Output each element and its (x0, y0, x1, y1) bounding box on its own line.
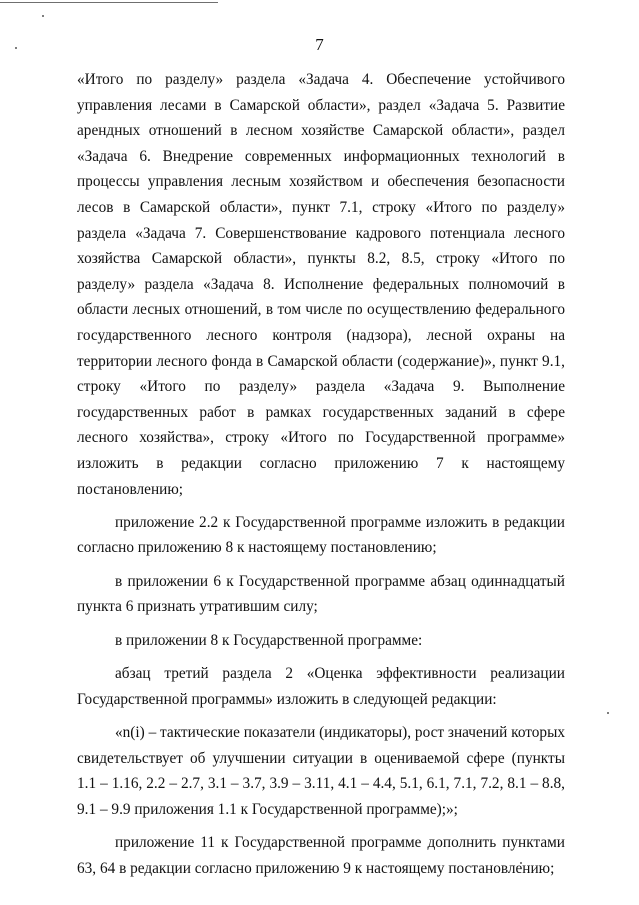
top-rule (0, 2, 218, 3)
paragraph-section-2: абзац третий раздела 2 «Оценка эффективности реализации Государственной программы» изложить в следующей редакции: (77, 665, 565, 708)
scan-speck (42, 15, 44, 17)
document-body (77, 67, 565, 889)
scan-speck (607, 712, 609, 714)
paragraph-appendix-2-2: приложение 2.2 к Государственной программе изложить в редакции согласно приложению 8 к настоящему постановлению; (77, 513, 565, 557)
paragraph-indicators-quote: «n(i) – тактические показатели (индикаторы), рост значений которых свидетельствует об улучшении ситуации в оцениваемой сфере (пункты 1.1 – 1.16, 2.2 – 2.7, 3.1 – 3.7, 3.9 – 3.11, 4.1 – 4.4, 5.1, 6.1, 7.1, 7.2, 8.1 – 8.8, 9.1 – 9.9 приложения 1.1 к Государственной программе);»; (77, 724, 565, 819)
paragraph-appendix-8-intro: в приложении 8 к Государственной программе: (115, 631, 423, 649)
paragraph-appendix-6: в приложении 6 к Государственной программе абзац одиннадцатый пункта 6 признать утратившим силу; (77, 572, 565, 616)
paragraph-continuation: «Итого по разделу» раздела «Задача 4. Обеспечение устойчивого управления лесами в Самарской области», раздел «Задача 5. Развитие арендных отношений в лесном хозяйстве Самарской области», раздел «Задача 6. Внедрение современных информационных технологий в процессы управления лесным хозяйством и обеспечения безопасности лесов в Самарской области», пункт 7.1, строку «Итого по разделу» раздела «Задача 7. Совершенствование кадрового потенциала лесного хозяйства Самарской области», пункты 8.2, 8.5, строку «Итого по разделу» раздела «Задача 8. Исполнение федеральных полномочий в области лесных отношений, в том числе по осуществлению федерального государственного лесного контроля (надзора), лесной охраны на территории лесного фонда в Самарской области (содержание)», пункт 9.1, строку «Итого по разделу» раздела «Задача 9. Выполнение государственных работ в рамках государственных заданий в сфере лесного хозяйства», строку «Итого по Государственной программе» изложить в редакции согласно приложению 7 к настоящему постановлению; (77, 71, 565, 498)
paragraph-appendix-11: приложение 11 к Государственной программе дополнить пунктами 63, 64 в редакции согласно приложению 9 к настоящему постановлению; (77, 834, 565, 877)
page-number: 7 (315, 35, 324, 54)
